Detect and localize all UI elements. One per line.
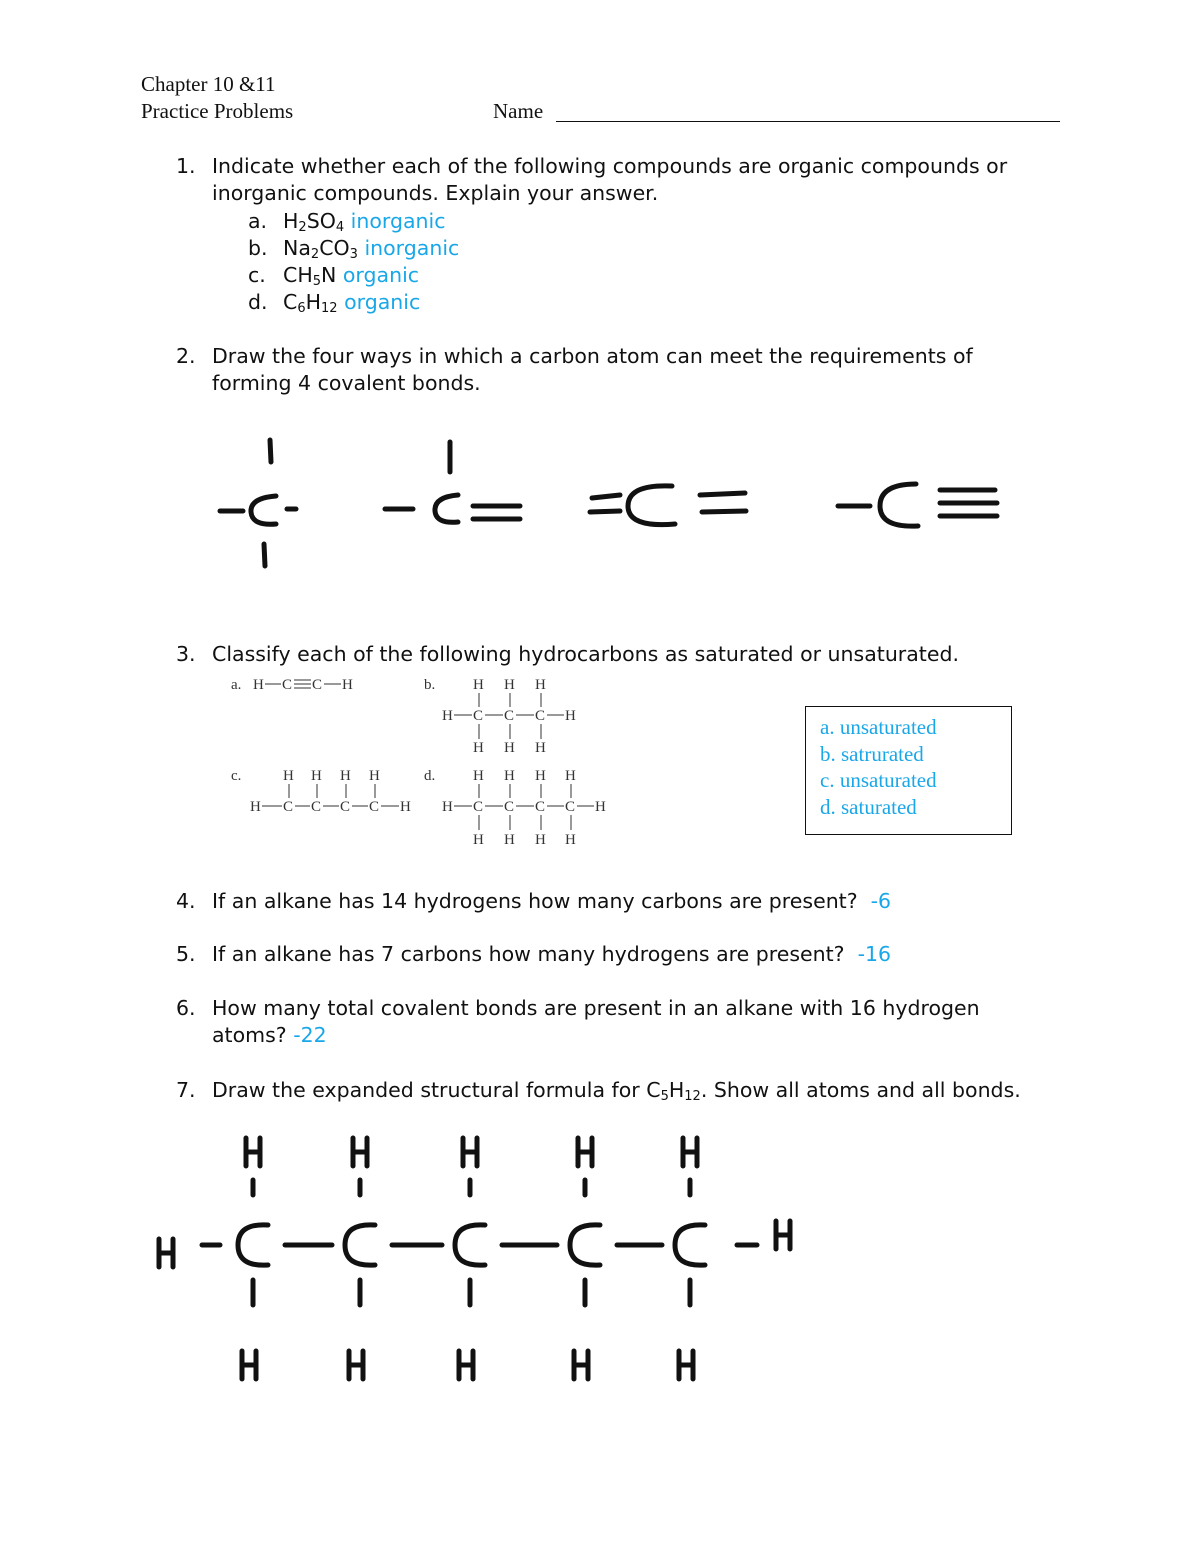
svg-text:H: H (283, 768, 294, 784)
q1-item-a: $H_2SO_4$ inorganic (283, 209, 446, 235)
pentane-carbon-4 (570, 1225, 600, 1265)
svg-text:H: H (565, 832, 576, 848)
svg-text:C: C (312, 677, 323, 693)
q1-number: 1. (176, 154, 196, 178)
q3-answer-a: a. unsaturated (820, 715, 937, 739)
svg-text:C: C (473, 799, 484, 815)
svg-text:H: H (442, 799, 453, 815)
pentane-top-hydrogen-3 (463, 1138, 477, 1166)
pentane-bottom-hydrogen-5 (679, 1351, 693, 1379)
pentane-carbon-1 (238, 1225, 268, 1265)
structure-c (231, 768, 411, 815)
svg-text:H: H (473, 768, 484, 784)
svg-text:H: H (504, 832, 515, 848)
svg-text:C: C (504, 708, 515, 724)
svg-text:H: H (504, 677, 515, 693)
svg-text:H: H (340, 768, 351, 784)
svg-text:H: H (253, 677, 264, 693)
q7-pentane-drawing (0, 1120, 1200, 1400)
q1-item-a-letter: a. (248, 209, 268, 233)
svg-text:H: H (504, 768, 515, 784)
structure-d-label: d. (424, 768, 436, 784)
svg-text:H: H (504, 740, 515, 756)
q2-carbon-bond-drawings (0, 420, 1200, 580)
svg-text:C: C (504, 799, 515, 815)
chapter-title: Chapter 10 &11 (141, 72, 276, 96)
q6-answer: -22 (293, 1023, 327, 1047)
structure-b (424, 677, 576, 756)
svg-text:H: H (535, 768, 546, 784)
svg-text:H: H (369, 768, 380, 784)
q1-item-b: $Na_2CO_3$ inorganic (283, 236, 460, 262)
svg-text:H: H (535, 832, 546, 848)
q1-item-d-letter: d. (248, 290, 268, 314)
q1-text-line2: inorganic compounds. Explain your answer. (212, 181, 659, 205)
svg-text:H: H (473, 677, 484, 693)
pentane-right-hydrogen (776, 1221, 790, 1249)
name-label: Name (493, 99, 544, 123)
q1-answer-c: organic (342, 263, 420, 287)
svg-text:C: C (473, 708, 484, 724)
q4-number: 4. (176, 889, 196, 913)
svg-text:H: H (535, 740, 546, 756)
q1-answer-a: inorganic (350, 209, 446, 233)
q5-answer: -16 (857, 942, 892, 966)
q6-text-line2: atoms? -22 (212, 1023, 327, 1047)
q5-number: 5. (176, 942, 196, 966)
svg-text:H: H (311, 768, 322, 784)
q1-item-d: $C_6H_{12}$ organic (283, 290, 421, 316)
q1-item-c: $CH_5N$ organic (283, 263, 420, 289)
svg-text:H: H (442, 708, 453, 724)
name-line (556, 121, 1060, 122)
q3-number: 3. (176, 642, 196, 666)
q6-text-line1: How many total covalent bonds are present in an alkane with 16 hydrogen (212, 996, 980, 1020)
carbon-single-single-double-drawing (385, 442, 520, 522)
structure-b-label: b. (424, 677, 436, 693)
q3-answer-b: b. satrurated (820, 741, 924, 766)
svg-text:C: C (311, 799, 322, 815)
svg-text:H: H (250, 799, 261, 815)
q5-text: If an alkane has 7 carbons how many hydrogens are present? -16 (212, 942, 892, 966)
q1-text-line1: Indicate whether each of the following compounds are organic compounds or (212, 154, 1008, 178)
q7-number: 7. (176, 1078, 196, 1102)
pentane-bottom-hydrogen-4 (574, 1351, 588, 1379)
svg-text:C: C (283, 799, 294, 815)
pentane-bottom-hydrogen-2 (349, 1351, 363, 1379)
pentane-top-hydrogen-4 (578, 1138, 592, 1166)
q1-item-b-letter: b. (248, 236, 268, 260)
q2-text-line1: Draw the four ways in which a carbon atom can meet the requirements of (212, 344, 973, 368)
pentane-top-hydrogen-1 (246, 1138, 260, 1166)
svg-text:C: C (535, 708, 546, 724)
svg-text:C: C (340, 799, 351, 815)
q3-answer-d: d. saturated (820, 794, 917, 819)
practice-problems-subtitle: Practice Problems (141, 99, 294, 123)
q1-answer-b: inorganic (364, 236, 460, 260)
q2-number: 2. (176, 344, 196, 368)
q3-answer-c: c. unsaturated (820, 768, 937, 792)
svg-text:H: H (565, 768, 576, 784)
svg-text:C: C (369, 799, 380, 815)
svg-text:C: C (565, 799, 576, 815)
q4-text: If an alkane has 14 hydrogens how many carbons are present? -6 (212, 889, 892, 913)
q7-text: Draw the expanded structural formula for $C_5H_{12}$. Show all atoms and all bonds. (212, 1078, 1021, 1104)
svg-text:H: H (473, 740, 484, 756)
pentane-bottom-hydrogen-3 (459, 1351, 473, 1379)
structure-a-label: a. (231, 677, 242, 693)
svg-text:H: H (565, 708, 576, 724)
q4-answer: -6 (870, 889, 892, 913)
q1-answer-d: organic (344, 290, 421, 314)
svg-text:H: H (473, 832, 484, 848)
q3-text: Classify each of the following hydrocarbons as saturated or unsaturated. (212, 642, 959, 666)
q1-item-c-letter: c. (248, 263, 266, 287)
carbon-two-double-bonds-drawing (590, 486, 746, 525)
svg-text:H: H (535, 677, 546, 693)
q3-hydrocarbon-structures (220, 672, 630, 854)
pentane-top-hydrogen-2 (353, 1138, 367, 1166)
q6-number: 6. (176, 996, 196, 1020)
pentane-carbon-3 (455, 1225, 485, 1265)
pentane-carbon-2 (345, 1225, 375, 1265)
svg-text:H: H (400, 799, 411, 815)
q2-text-line2: forming 4 covalent bonds. (212, 371, 481, 395)
svg-text:H: H (595, 799, 606, 815)
structure-c-label: c. (231, 768, 242, 784)
svg-text:H: H (342, 677, 353, 693)
svg-text:C: C (282, 677, 293, 693)
q3-answer-box (805, 706, 1012, 835)
pentane-left-hydrogen (159, 1239, 173, 1267)
pentane-top-hydrogen-5 (683, 1138, 697, 1166)
pentane-bottom-hydrogen-1 (242, 1351, 256, 1379)
structure-a (231, 677, 353, 693)
structure-d (424, 768, 606, 848)
pentane-carbon-5 (675, 1225, 705, 1265)
carbon-single-triple-drawing (838, 484, 997, 526)
svg-text:C: C (535, 799, 546, 815)
carbon-four-single-bonds-drawing (220, 440, 296, 566)
